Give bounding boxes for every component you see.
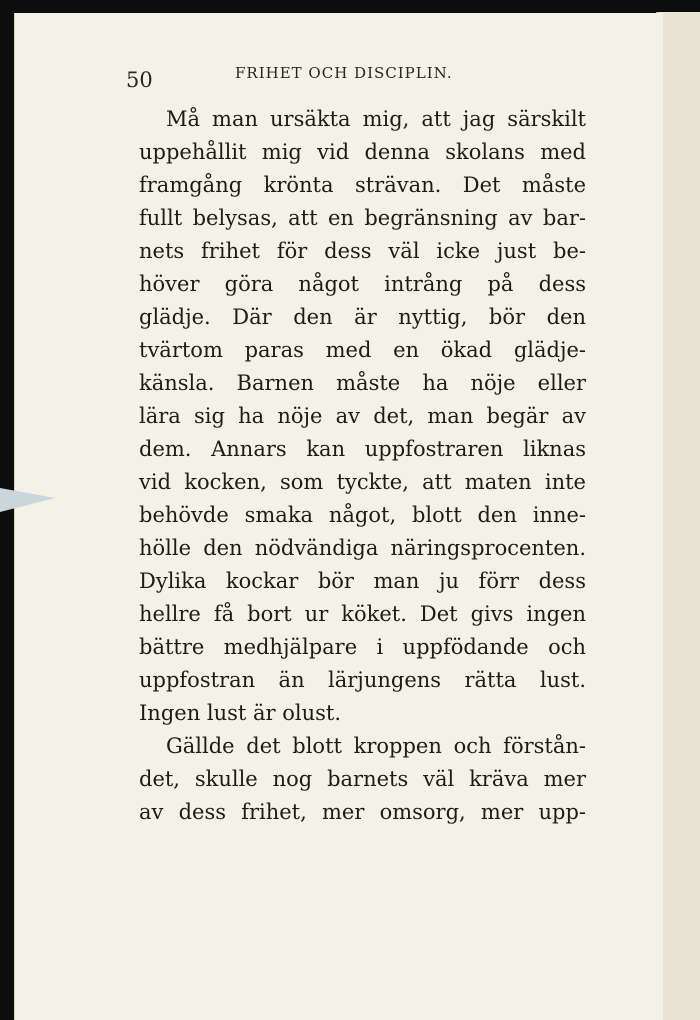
text-line: det, skulle nog barnets väl kräva mer [139,767,586,791]
page-number: 50 [126,68,153,92]
chapter-title: FRIHET OCH DISCIPLIN. [235,64,453,82]
text-line: uppfostran än lärjungens rätta lust. [139,668,586,692]
text-line: bättre medhjälpare i uppfödande och [139,635,586,659]
text-line: Gällde det blott kroppen och förstån- [166,734,586,758]
text-line: Ingen lust är olust. [139,701,342,725]
paragraph-2 [139,730,586,829]
paragraph-1 [139,103,586,730]
text-line: av dess frihet, mer omsorg, mer upp- [139,800,586,824]
text-line: höver göra något intrång på dess [139,272,586,296]
bookmark-tab [0,488,55,512]
text-line: dem. Annars kan uppfostraren liknas [139,437,586,461]
text-line: hellre få bort ur köket. Det givs ingen [139,602,586,626]
running-head [126,62,546,90]
text-line: glädje. Där den är nyttig, bör den [139,305,586,329]
text-line: känsla. Barnen måste ha nöje eller [139,371,586,395]
body-text [139,103,586,829]
text-line: Må man ursäkta mig, att jag särskilt [166,107,586,131]
text-line: nets frihet för dess väl icke just be- [139,239,586,263]
text-line: vid kocken, som tyckte, att maten inte [139,470,586,494]
text-line: lära sig ha nöje av det, man begär av [139,404,586,428]
text-line: Dylika kockar bör man ju förr dess [139,569,586,593]
text-line: uppehållit mig vid denna skolans med [139,140,586,164]
text-line: hölle den nödvändiga näringsprocenten. [139,536,586,560]
text-line: tvärtom paras med en ökad glädje- [139,338,586,362]
text-line: behövde smaka något, blott den inne- [139,503,586,527]
text-line: framgång krönta strävan. Det måste [139,173,586,197]
text-line: fullt belysas, att en begränsning av bar- [139,206,586,230]
